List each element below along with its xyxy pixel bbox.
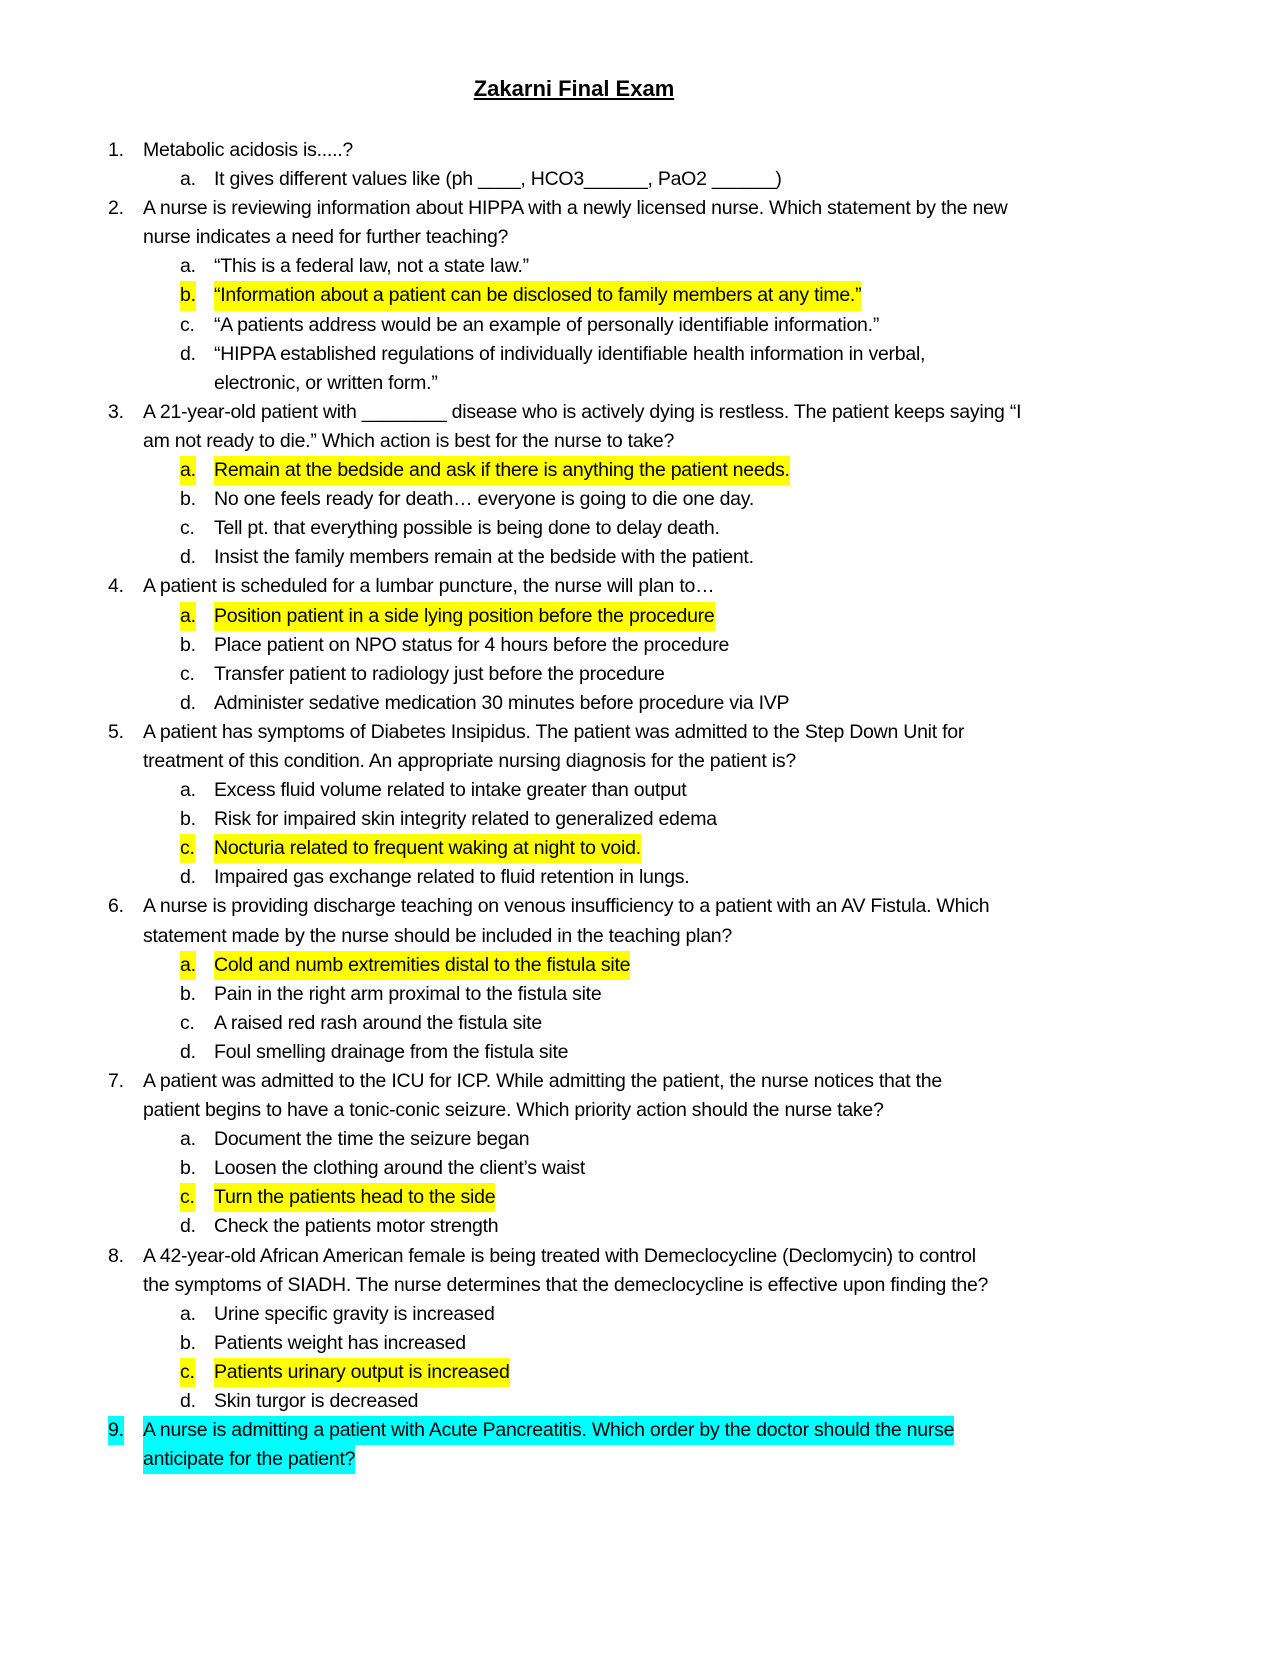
answer-option-marker: c.	[180, 1183, 195, 1212]
answer-option-text: “Information about a patient can be disclosed to family members at any time.”	[214, 281, 861, 310]
question-marker: 3.	[108, 400, 124, 423]
answer-option-text: Place patient on NPO status for 4 hours before the procedure	[214, 633, 730, 656]
question-text: A patient was admitted to the ICU for ICP. While admitting the patient, the nurse notices that the	[143, 1070, 942, 1092]
answer-option-marker: d.	[180, 342, 196, 365]
answer-option-text: Impaired gas exchange related to fluid retention in lungs.	[214, 866, 690, 889]
answer-option-text: Document the time the seizure began	[214, 1128, 530, 1151]
question-marker: 2.	[108, 197, 124, 220]
answer-option-text: Urine specific gravity is increased	[214, 1302, 495, 1325]
answer-option-marker: d.	[180, 691, 196, 714]
answer-option-marker: c.	[180, 1358, 195, 1387]
question-text: am not ready to die.” Which action is best for the nurse to take?	[143, 429, 675, 452]
question-text: A nurse is admitting a patient with Acute Pancreatitis. Which order by the doctor should the nurse	[143, 1416, 954, 1445]
answer-option-marker: d.	[180, 546, 196, 569]
answer-option-text: Patients urinary output is increased	[214, 1358, 510, 1387]
answer-option-text: Loosen the clothing around the client’s waist	[214, 1157, 586, 1180]
answer-option-marker: b.	[180, 281, 196, 310]
question-text: A 42-year-old African American female is being treated with Demeclocycline (Declomycin) to control	[143, 1244, 976, 1267]
answer-option-text: Remain at the bedside and ask if there is anything the patient needs.	[214, 456, 790, 485]
answer-option-text: Patients weight has increased	[214, 1331, 466, 1354]
question-marker: 6.	[108, 895, 124, 918]
answer-option-marker: c.	[180, 834, 195, 863]
question-marker: 4.	[108, 575, 124, 598]
answer-option-marker: d.	[180, 866, 196, 889]
answer-option-text: “HIPPA established regulations of individually identifiable health information in verbal,	[214, 342, 926, 365]
answer-option-marker: c.	[180, 662, 195, 685]
question-text: the symptoms of SIADH. The nurse determines that the demeclocycline is effective upon finding the?	[143, 1273, 989, 1296]
answer-option-text: Check the patients motor strength	[214, 1215, 499, 1238]
answer-option-text: Transfer patient to radiology just before the procedure	[214, 662, 665, 685]
answer-option-marker: a.	[180, 779, 196, 802]
answer-option-marker: a.	[180, 168, 196, 191]
question-marker: 1.	[108, 139, 124, 161]
answer-option-marker: d.	[180, 1215, 196, 1238]
answer-option-text: Foul smelling drainage from the fistula site	[214, 1040, 569, 1063]
answer-option-marker: b.	[180, 1157, 196, 1180]
question-text: A nurse is reviewing information about HIPPA with a newly licensed nurse. Which statement by the new	[143, 197, 1008, 220]
answer-option-marker: c.	[180, 517, 195, 540]
document-title: Zakarni Final Exam	[473, 76, 675, 101]
question-text: treatment of this condition. An appropriate nursing diagnosis for the patient is?	[143, 749, 796, 772]
answer-option-text: A raised red rash around the fistula site	[214, 1011, 542, 1034]
question-text: A nurse is providing discharge teaching on venous insufficiency to a patient with an AV Fistula. Which	[143, 895, 990, 918]
answer-option-marker: c.	[180, 313, 195, 336]
answer-option-text: Excess fluid volume related to intake greater than output	[214, 779, 687, 802]
answer-option-text: Nocturia related to frequent waking at night to void.	[214, 834, 641, 863]
answer-option-marker: a.	[180, 951, 196, 980]
question-text: anticipate for the patient?	[143, 1445, 355, 1474]
answer-option-marker: a.	[180, 602, 196, 631]
answer-option-text: It gives different values like (ph ____, HCO3______, PaO2 ______)	[214, 168, 782, 191]
question-marker: 7.	[108, 1070, 124, 1092]
answer-option-marker: b.	[180, 808, 196, 831]
answer-option-text: Tell pt. that everything possible is being done to delay death.	[214, 517, 720, 540]
answer-option-text: “A patients address would be an example of personally identifiable information.”	[214, 313, 880, 336]
question-marker: 5.	[108, 720, 124, 743]
answer-option-text: Pain in the right arm proximal to the fistula site	[214, 982, 602, 1005]
answer-option-text: “This is a federal law, not a state law.”	[214, 255, 529, 278]
question-text: patient begins to have a tonic-conic seizure. Which priority action should the nurse take?	[143, 1099, 884, 1122]
answer-option-text: Risk for impaired skin integrity related to generalized edema	[214, 808, 717, 831]
question-marker: 9.	[108, 1416, 124, 1445]
question-text: statement made by the nurse should be included in the teaching plan?	[143, 924, 732, 947]
answer-option-marker: a.	[180, 1302, 196, 1325]
question-text: A patient is scheduled for a lumbar puncture, the nurse will plan to…	[143, 575, 715, 598]
answer-option-text: Insist the family members remain at the bedside with the patient.	[214, 546, 754, 569]
answer-option-text: Position patient in a side lying position before the procedure	[214, 602, 715, 631]
question-text: A 21-year-old patient with ________ disease who is actively dying is restless. The patient keeps saying “I	[143, 400, 1022, 423]
question-text: A patient has symptoms of Diabetes Insipidus. The patient was admitted to the Step Down Unit for	[143, 720, 965, 743]
answer-option-text: Administer sedative medication 30 minutes before procedure via IVP	[214, 691, 790, 714]
answer-option-text: No one feels ready for death… everyone is going to die one day.	[214, 488, 754, 511]
answer-option-marker: a.	[180, 456, 196, 485]
answer-option-marker: a.	[180, 255, 196, 278]
answer-option-marker: b.	[180, 982, 196, 1005]
answer-option-marker: c.	[180, 1011, 195, 1034]
answer-option-marker: d.	[180, 1040, 196, 1063]
answer-option-marker: a.	[180, 1128, 196, 1151]
answer-option-text: Skin turgor is decreased	[214, 1390, 419, 1413]
answer-option-marker: b.	[180, 488, 196, 511]
answer-option-marker: d.	[180, 1390, 196, 1413]
answer-option-marker: b.	[180, 1331, 196, 1354]
answer-option-text: electronic, or written form.”	[214, 371, 438, 394]
question-text: nurse indicates a need for further teaching?	[143, 226, 509, 249]
question-text: Metabolic acidosis is.....?	[143, 139, 354, 161]
answer-option-text: Turn the patients head to the side	[214, 1183, 495, 1212]
question-marker: 8.	[108, 1244, 124, 1267]
answer-option-marker: b.	[180, 633, 196, 656]
answer-option-text: Cold and numb extremities distal to the fistula site	[214, 951, 630, 980]
